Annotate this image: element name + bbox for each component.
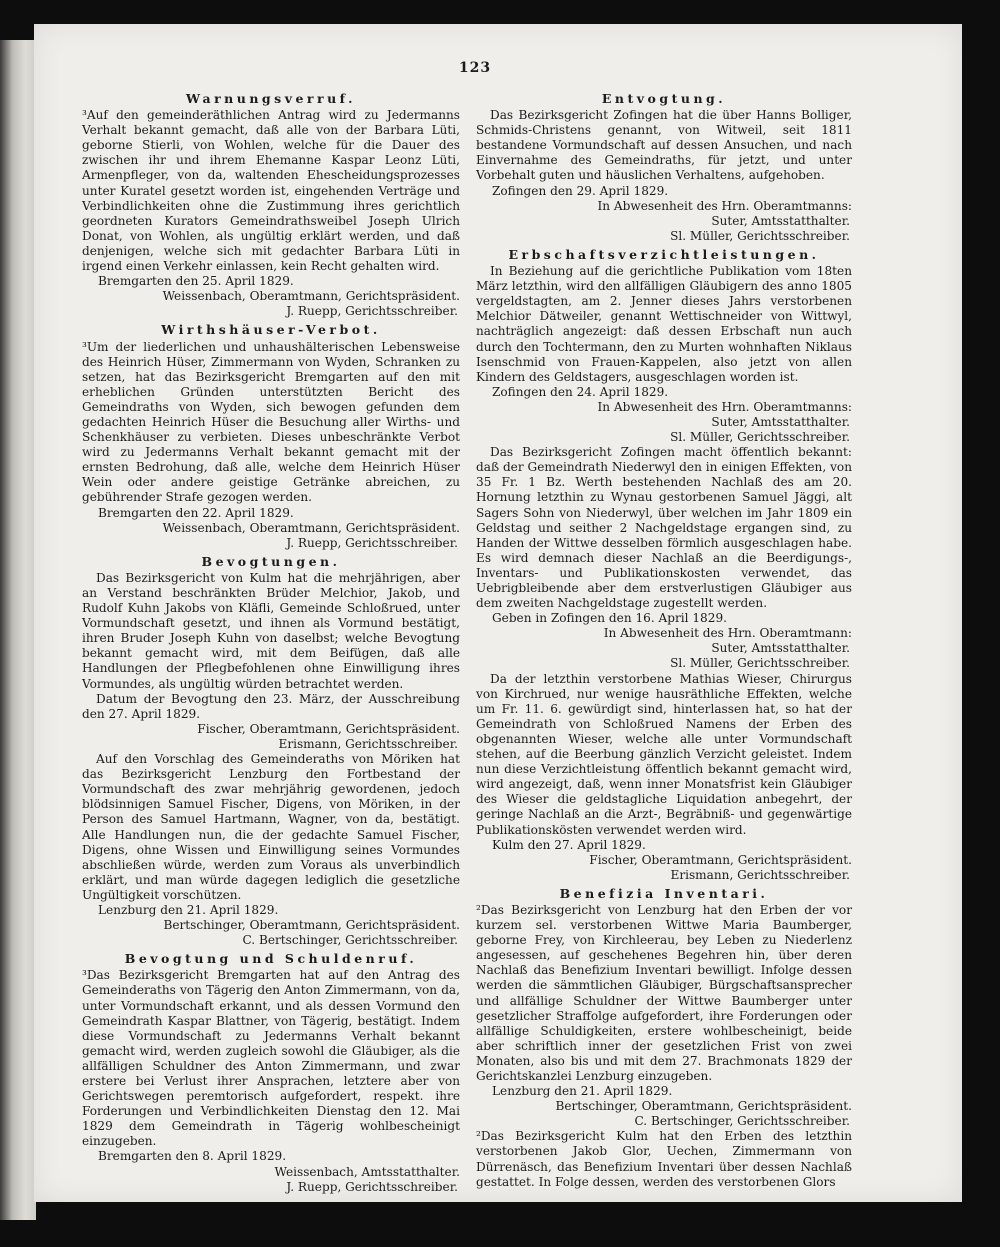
notice-signature: Erismann, Gerichtsschreiber. [278, 736, 458, 751]
notice-place-date: Lenzburg den 21. April 1829. [492, 1084, 673, 1099]
notice-place-date: Bremgarten den 22. April 1829. [98, 505, 294, 520]
notice-body: Datum der Bevogtung den 23. März, der Ausschreibung den 27. April 1829. [82, 691, 460, 721]
notice-place-date: Zofingen den 29. April 1829. [492, 183, 669, 198]
notice-signature: Bertschinger, Oberamtmann, Gerichtspräsident. [555, 1099, 852, 1114]
notice-signature: Weissenbach, Oberamtmann, Gerichtspräsident. [162, 520, 460, 535]
notice-body: Das Bezirksgericht Zofingen macht öffentlich bekannt: daß der Gemeindrath Niederwyl den in einigen Effekten, von 35 Fr. 1 Bz. Werth bestehenden Nachlaß des am 20. Hornung letzthin zu Wynau gestorbenen Samuel Jäggi, alt Sagers Sohn von Niederwyl, über welchen im Jahr 1809 ein Geldstag und seither 2 Nachgeldstage ergangen sind, zu Handen der Wittwe desselben förmlich ausgeschlagen habe. Es wird demnach dieser Nachlaß an die Beerdigungs-, Inventars- und Publikationskosten verwendet, das Uebrigbleibende aber dem erstverlustigen Gläubiger aus dem zweiten Nachgeldstage zugestellt werden. [476, 445, 852, 611]
notice-body: ²Das Bezirksgericht von Lenzburg hat den Erben der vor kurzem sel. verstorbenen Wittwe Maria Baumberger, geborne Frey, von Kirchleerau, bey Leben zu Niederlenz angesessen, auf geschehenes Begehren hin, über deren Nachlaß das Benefizium Inventari bewilligt. Infolge dessen werden die sämmtlichen Gläubiger, Bürgschaftsansprecher und allfällige Schuldner der Wittwe Baumberger unter gesetzlicher Straffolge aufgefordert, ihre Forderungen oder allfällige Schuldigkeiten, erstere wohlbescheinigt, beide aber schriftlich inner der gesetzlichen Frist von zwei Monaten, also bis und mit dem 27. Brachmonats 1829 der Gerichtskanzlei Lenzburg einzugeben. [476, 902, 852, 1083]
notice-place-date: Zofingen den 24. April 1829. [492, 384, 669, 399]
page-number: 123 [458, 60, 492, 76]
notice-signature: Sl. Müller, Gerichtsschreiber. [670, 228, 850, 243]
notice-signature: In Abwesenheit des Hrn. Oberamtmann: [603, 626, 852, 641]
section-heading: Benefizia Inventari. [559, 885, 769, 901]
notice-signature: Fischer, Oberamtmann, Gerichtspräsident. [197, 721, 460, 736]
section-heading: Entvogtung. [601, 91, 727, 106]
notice-signature: Suter, Amtsstatthalter. [711, 641, 850, 656]
notice-body: Da der letzthin verstorbene Mathias Wieser, Chirurgus von Kirchrued, nur wenige hausräthliche Effekten, welche um Fr. 11. 6. gewürdigt sind, hinterlassen hat, so hat der Gemeindrath von Schloßrued Namens der Erben des obgenannten Wieser, welche alle unter Vormundschaft stehen, auf die Beerbung gänzlich Verzicht geleistet. Indem nun diese Verzichtleistung öffentlich bekannt gemacht wird, wird angezeigt, daß, wenn inner Monatsfrist kein Gläubiger des Wieser die geldstagliche Liquidation anbegehrt, der geringe Nachlaß an die Arzt-, Begräbniß- und gegenwärtige Publikationskösten verwendet werden wird. [476, 671, 852, 837]
notice-body: ³Das Bezirksgericht Bremgarten hat auf den Antrag des Gemeinderaths von Tägerig den Anton Zimmermann, von da, unter Vormundschaft erkannt, und als dessen Vormund den Gemeindrath Kaspar Blattner, von Tägerig, bestätigt. Indem diese Vormundschaft zu Jedermanns Verhalt bekannt gemacht wird, werden zugleich sowohl die Gläubiger, als die allfälligen Schuldner des Anton Zimmermann, und zwar erstere bei Verlust ihrer Ansprachen, letztere aber von Gerichtswegen peremtorisch aufgefordert, respekt. ihre Forderungen und Verbindlichkeiten Dienstag den 12. Mai 1829 dem Gemeindrath in Tägerig wohlbescheinigt einzugeben. [82, 968, 460, 1149]
notice-signature: Bertschinger, Oberamtmann, Gerichtspräsident. [163, 918, 460, 933]
notice-signature: J. Ruepp, Gerichtsschreiber. [286, 1179, 458, 1194]
notice-signature: In Abwesenheit des Hrn. Oberamtmanns: [597, 399, 852, 414]
notice-signature: Weissenbach, Oberamtmann, Gerichtspräsident. [162, 289, 460, 304]
notice-place-date: Bremgarten den 25. April 1829. [98, 274, 294, 289]
notice-place-date: Kulm den 27. April 1829. [492, 837, 646, 852]
notice-signature: In Abwesenheit des Hrn. Oberamtmanns: [597, 198, 852, 213]
notice-signature: J. Ruepp, Gerichtsschreiber. [286, 535, 458, 550]
section-heading: Bevogtung und Schuldenruf. [124, 951, 418, 967]
notice-signature: C. Bertschinger, Gerichtsschreiber. [242, 933, 458, 948]
notice-place-date: Bremgarten den 8. April 1829. [98, 1149, 287, 1164]
notice-signature: Fischer, Oberamtmann, Gerichtspräsident. [589, 852, 852, 867]
notice-signature: Sl. Müller, Gerichtsschreiber. [670, 656, 850, 671]
notice-body: In Beziehung auf die gerichtliche Publikation vom 18ten März letzthin, wird den allfälligen Gläubigern des anno 1805 vergeldstagten, am 2. Jenner dieses Jahrs verstorbenen Melchior Dätweiler, genannt Wettischneider von Wittwyl, nachträglich angezeigt: daß dessen Erbschaft nun auch durch den Tochtermann, den zu Murten wohnhaften Niklaus Isenschmid von Frauen-Kappelen, also jetzt von allen Kindern des Geldstagers, ausgeschlagen worden ist. [476, 264, 852, 384]
notice-signature: Suter, Amtsstatthalter. [711, 414, 850, 429]
notice-body: Auf den Vorschlag des Gemeinderaths von Möriken hat das Bezirksgericht Lenzburg den Fortbestand der Vormundschaft des zwar mehrjährig gewordenen, jedoch blödsinnigen Samuel Fischer, Digens, von Möriken, in der Person des Samuel Hartmann, Wagner, von da, bestätigt. Alle Handlungen nun, die der gedachte Samuel Fischer, Digens, ohne Wissen und Einwilligung seines Vormundes abschließen würde, werden zum Voraus als unverbindlich erklärt, und man würde dagegen lediglich die gesetzliche Ungültigkeit vorschützen. [82, 752, 460, 902]
notice-signature: J. Ruepp, Gerichtsschreiber. [286, 304, 458, 319]
notice-body: Das Bezirksgericht von Kulm hat die mehrjährigen, aber an Verstand beschränkten Brüder Melchior, Jakob, und Rudolf Kuhn Jakobs von Kläfli, Gemeinde Schloßrued, unter Vormundschaft gesetzt, und ihnen als Vormund bestätigt, ihren Bruder Joseph Kuhn von daselbst; welche Bevogtung bekannt gemacht wird, mit dem Beifügen, daß alle Handlungen der Pflegbefohlenen ohne Einwilligung ihres Vormundes, als ungültig würden betrachtet werden. [82, 570, 460, 691]
notice-signature: C. Bertschinger, Gerichtsschreiber. [634, 1114, 850, 1129]
section-heading: Wirthshäuser-Verbot. [161, 322, 381, 338]
left-column [82, 88, 460, 1195]
section-heading: Bevogtungen. [201, 553, 341, 569]
section-heading: Warnungsverruf. [186, 91, 356, 106]
book-spine [0, 40, 36, 1220]
section-heading: Erbschaftsverzichtleistungen. [508, 246, 820, 262]
right-column [476, 88, 852, 1190]
notice-signature: Suter, Amtsstatthalter. [711, 213, 850, 228]
notice-signature: Sl. Müller, Gerichtsschreiber. [670, 430, 850, 445]
notice-place-date: Lenzburg den 21. April 1829. [98, 902, 279, 917]
notice-body: ³Auf den gemeinderäthlichen Antrag wird zu Jedermanns Verhalt bekannt gemacht, daß alle von der Barbara Lüti, geborne Stierli, von Wohlen, welche für die Dauer des zwischen ihr und ihrem Ehemanne Kaspar Leonz Lüti, Armenpfleger, von da, waltenden Ehescheidungsprozesses unter Kuratel gesetzt worden ist, eingehenden Verträge und Verbindlichkeiten ohne die Zustimmung ihres gerichtlich geordneten Kurators Gemeindrathsweibel Joseph Ulrich Donat, von Wohlen, als ungültig erklärt werden, und daß denjenigen, welche sich mit gedachter Barbara Lüti in irgend einen Verkehr einlassen, kein Recht gehalten wird. [82, 108, 460, 274]
notice-body: ²Das Bezirksgericht Kulm hat den Erben des letzthin verstorbenen Jakob Glor, Uechen, Zimmermann von Dürrenäsch, das Benefizium Inventari über dessen Nachlaß gestattet. In Folge dessen, werden des verstorbenen Glors [476, 1129, 852, 1189]
notice-signature: Weissenbach, Amtsstatthalter. [274, 1164, 460, 1179]
notice-body: Das Bezirksgericht Zofingen hat die über Hanns Bolliger, Schmids-Christens genannt, von Witweil, seit 1811 bestandene Vormundschaft auf dessen Ansuchen, und nach Einvernahme des Gemeindraths, für jetzt, und unter Vorbehalt guten und häuslichen Verhaltens, aufgehoben. [476, 108, 852, 183]
notice-signature: Erismann, Gerichtsschreiber. [670, 867, 850, 882]
notice-place-date: Geben in Zofingen den 16. April 1829. [492, 611, 727, 626]
notice-body: ³Um der liederlichen und unhaushälterischen Lebensweise des Heinrich Hüser, Zimmermann von Wyden, Schranken zu setzen, hat das Bezirksgericht Bremgarten auf den mit erheblichen Gründen unterstützten Bericht des Gemeindraths von Wyden, sich bewogen gefunden dem gedachten Heinrich Hüser die Besuchung aller Wirths- und Schenkhäuser zu verbieten. Dieses unbeschränkte Verbot wird zu Jedermanns Verhalt bekannt gemacht mit der ernsten Bedrohung, daß alle, welche dem Heinrich Hüser Wein oder andere geistige Getränke abreichen, zu gebührender Strafe gezogen werden. [82, 339, 460, 505]
